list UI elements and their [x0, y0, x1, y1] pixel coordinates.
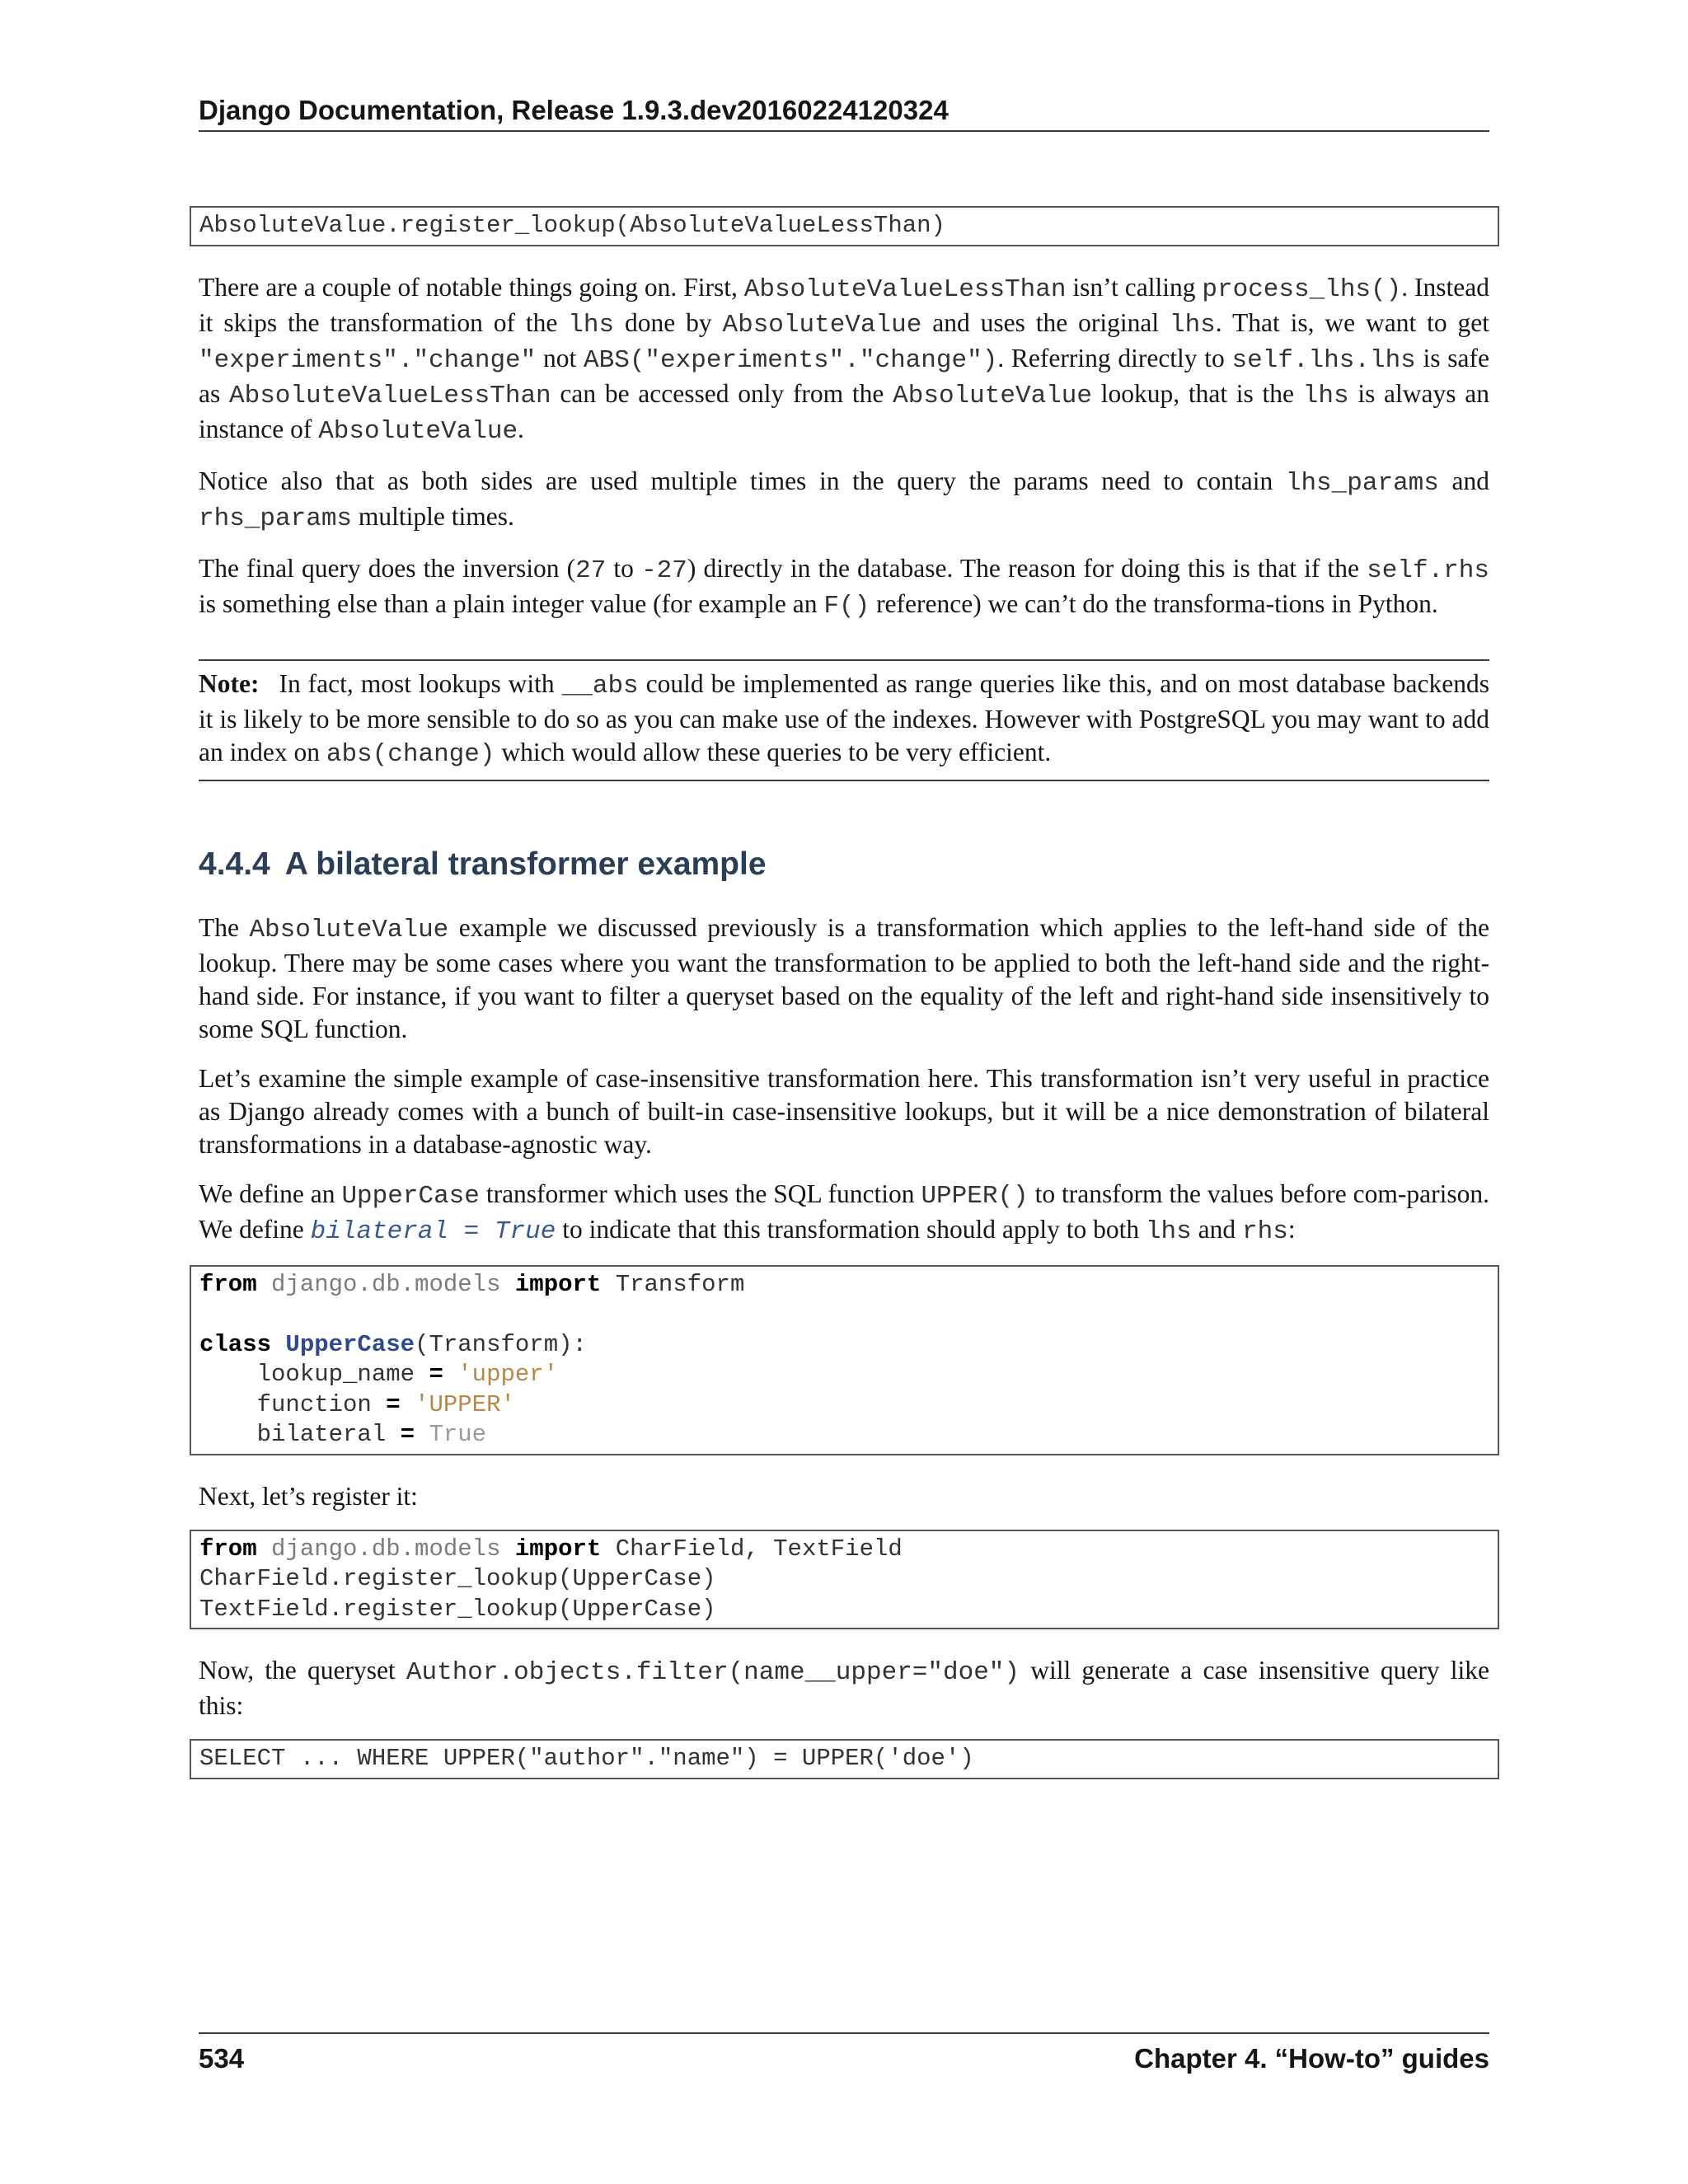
text: and — [1191, 1214, 1242, 1244]
paragraph-final-query — [199, 552, 1489, 623]
inline-code: ABS("experiments"."change") — [584, 345, 998, 375]
text: In fact, most lookups with — [279, 668, 562, 698]
inline-code: self.lhs.lhs — [1231, 345, 1416, 375]
running-footer — [199, 2032, 1489, 2083]
code-line — [199, 1330, 1498, 1361]
inline-code: AbsoluteValue — [893, 381, 1092, 410]
paragraph-case-insensitive: Let’s examine the simple example of case-insensitive transformation here. This transformation isn’t very useful in practice as Django already comes with a bunch of built-in case-insensitive lookups, but it will be a nice demonstration of bilateral transformations in a database-agnostic way. — [199, 1063, 1489, 1159]
note-box — [199, 659, 1489, 781]
code-block-register-lookup — [190, 206, 1499, 246]
inline-code: rhs — [1242, 1216, 1288, 1246]
inline-code: self.rhs — [1367, 555, 1489, 585]
code-line: CharField.register_lookup(UpperCase) — [199, 1565, 716, 1592]
code-keyword: from — [199, 1270, 257, 1298]
paragraph-register: Next, let’s register it: — [199, 1481, 418, 1511]
inline-code: Author.objects.filter(name__upper="doe") — [406, 1658, 1020, 1687]
inline-code: rhs_params — [199, 504, 353, 533]
inline-code: UpperCase — [341, 1181, 480, 1211]
text: and uses the original — [921, 307, 1170, 337]
text: There are a couple of notable things going on. First, — [199, 272, 744, 302]
code-attr: bilateral — [199, 1421, 387, 1448]
code-name: Transform — [615, 1270, 745, 1298]
code-operator: = — [386, 1390, 401, 1418]
text: to indicate that this transformation should apply to both — [556, 1214, 1146, 1244]
text: will generate a case insensitive query like this: — [199, 1656, 1489, 1720]
text: . Referring directly to — [997, 343, 1232, 373]
code-block-sql — [190, 1739, 1499, 1779]
note-label: Note: — [199, 668, 260, 698]
paragraph-params — [199, 465, 1489, 536]
text: Notice also that as both sides are used multiple times in the query the params need to contain — [199, 466, 1286, 495]
text: is always an instance of — [199, 378, 1489, 443]
text: which would allow these queries to be very efficient. — [495, 737, 1052, 766]
section-heading — [199, 844, 1489, 885]
inline-code: lhs_params — [1285, 468, 1439, 498]
text: reference) we can’t do the transforma-tions in Python. — [870, 588, 1438, 618]
code-string: 'upper' — [457, 1361, 559, 1388]
paragraph-queryset — [199, 1654, 1489, 1722]
code-name: CharField, TextField — [615, 1535, 903, 1563]
text: not — [536, 343, 584, 373]
text: . Instead it skips the transformation of the — [199, 272, 1489, 337]
code-line — [199, 1390, 1498, 1421]
text: done by — [614, 307, 723, 337]
text: is something else than a plain integer value (for example an — [199, 588, 824, 618]
page-number: 534 — [199, 2043, 245, 2074]
code-line-blank — [199, 1300, 1498, 1330]
text: and — [1438, 466, 1489, 495]
code-module: django.db.models — [271, 1535, 501, 1563]
inline-code: lhs — [1302, 381, 1349, 410]
text: ) directly in the database. The reason for doing this is that if the — [687, 553, 1367, 583]
code-class-name: UpperCase — [285, 1330, 415, 1358]
inline-code: "experiments"."change" — [199, 345, 537, 375]
text: could be implemented as range queries like this, and on most database backends it is likely to be more sensible to do so as you can make use of the indexes. However with PostgreSQL you may want to add an index on — [199, 668, 1490, 766]
code-operator: = — [400, 1421, 415, 1448]
code-text: (Transform): — [415, 1330, 587, 1358]
code-line: AbsoluteValue.register_lookup(AbsoluteValueLessThan) — [199, 212, 945, 239]
code-keyword: import — [514, 1535, 602, 1563]
text: to transform the values before com-parison. We define — [199, 1179, 1489, 1244]
inline-code: F() — [823, 591, 870, 621]
text: lookup, that is the — [1091, 378, 1303, 408]
chapter-title: Chapter 4. “How-to” guides — [1134, 2043, 1489, 2074]
text: Now, the queryset — [199, 1656, 406, 1685]
inline-code: AbsoluteValueLessThan — [743, 274, 1067, 304]
note-text — [199, 668, 1489, 771]
inline-code: UPPER() — [921, 1181, 1029, 1211]
text: example we discussed previously is a transformation which applies to the left-hand side of the lookup. There may be some cases where you want the transformation to be applied to both the left-hand side and the right-hand side. For instance, if you want to filter a queryset based on the equality of the left and right-hand side insensitively to some SQL function. — [199, 912, 1490, 1043]
paragraph-uppercase-define — [199, 1178, 1489, 1249]
section-title: A bilateral transformer example — [284, 846, 767, 882]
inline-code: AbsoluteValue — [318, 416, 518, 446]
code-keyword: class — [199, 1330, 272, 1358]
inline-code: lhs — [1145, 1216, 1192, 1246]
inline-code: lhs — [1169, 310, 1216, 340]
code-line — [199, 1535, 1498, 1565]
code-block-register-fields — [190, 1530, 1499, 1630]
code-block-uppercase-class — [190, 1265, 1499, 1455]
code-line — [199, 1270, 1498, 1301]
text: : — [1287, 1214, 1296, 1244]
text: multiple times. — [352, 501, 514, 531]
text: can be accessed only from the — [551, 378, 893, 408]
inline-code: abs(change) — [326, 739, 495, 769]
text: . — [518, 414, 524, 443]
code-keyword: import — [514, 1270, 602, 1298]
page-body — [199, 206, 1489, 1804]
running-header — [199, 91, 1489, 132]
inline-code: AbsoluteValue — [722, 310, 922, 340]
text: We define an — [199, 1179, 342, 1208]
code-line: TextField.register_lookup(UpperCase) — [199, 1595, 716, 1623]
code-operator: = — [429, 1361, 443, 1388]
code-constant: True — [429, 1421, 487, 1448]
header-title: Django Documentation, Release 1.9.3.dev20160224120324 — [199, 95, 949, 125]
bilateral-link[interactable]: bilateral = True — [310, 1216, 556, 1246]
code-line — [199, 1360, 1498, 1390]
inline-code: __abs — [561, 671, 639, 701]
code-attr: function — [199, 1390, 372, 1418]
inline-code: AbsoluteValue — [249, 915, 449, 944]
text: The final query does the inversion ( — [199, 553, 576, 583]
paragraph-bilateral-intro — [199, 912, 1489, 1046]
text: transformer which uses the SQL function — [479, 1179, 921, 1208]
text: . That is, we want to get — [1215, 307, 1489, 337]
text: isn’t calling — [1066, 272, 1203, 302]
inline-code: -27 — [641, 555, 687, 585]
inline-code: lhs — [568, 310, 615, 340]
paragraph-notable-things — [199, 271, 1489, 448]
code-attr: lookup_name — [199, 1361, 415, 1388]
inline-code: AbsoluteValueLessThan — [228, 381, 551, 410]
code-module: django.db.models — [271, 1270, 501, 1298]
code-string: 'UPPER' — [415, 1390, 515, 1418]
text: is safe as — [199, 343, 1489, 408]
text: The — [199, 912, 250, 942]
code-keyword: from — [199, 1535, 257, 1563]
section-number: 4.4.4 — [199, 846, 270, 882]
inline-code: process_lhs() — [1202, 274, 1402, 304]
code-line — [199, 1420, 1498, 1451]
inline-code: 27 — [575, 555, 607, 585]
text: to — [606, 553, 642, 583]
code-line: SELECT ... WHERE UPPER("author"."name") = UPPER('doe') — [199, 1745, 974, 1772]
